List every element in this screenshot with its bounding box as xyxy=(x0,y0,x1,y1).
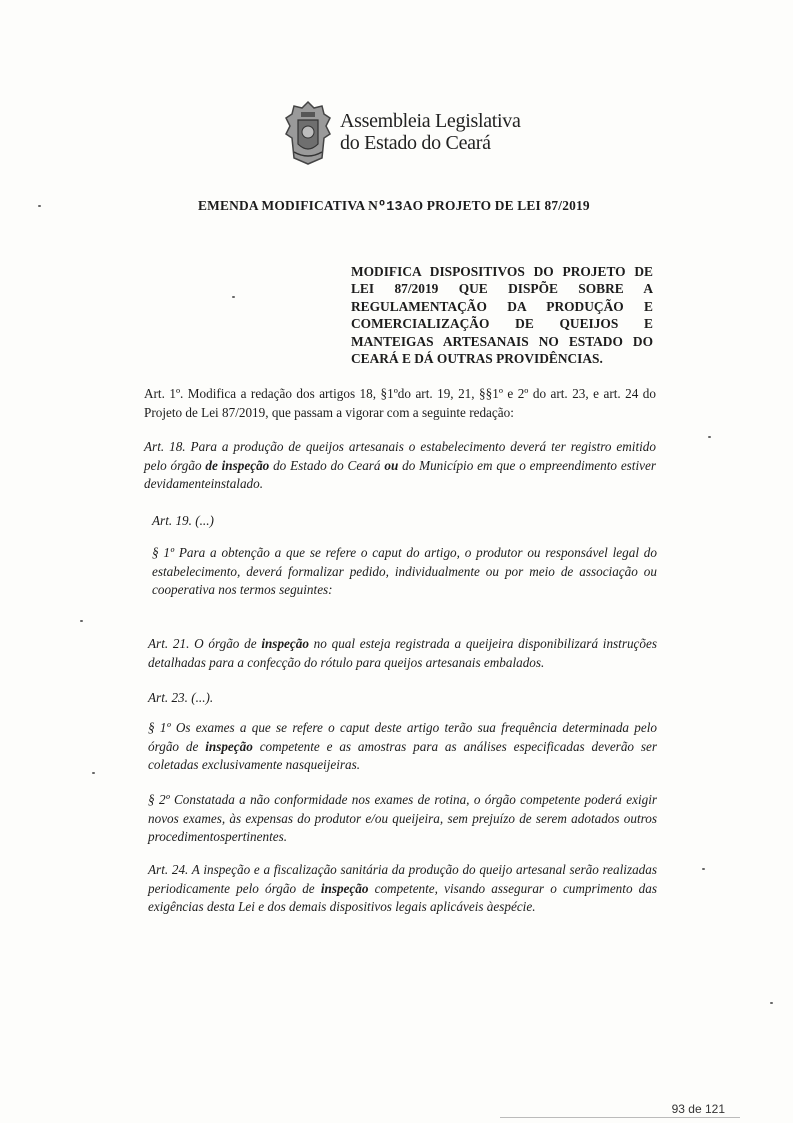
state-seal-icon xyxy=(284,100,332,166)
art23p1-text-c: competente e as amostras para as análises especificadas deverão ser coletadas exclusivamente nasqueijeiras. xyxy=(148,738,657,772)
amendment-number: º13 xyxy=(378,200,403,215)
scan-speck xyxy=(770,1002,773,1004)
art18-text-d: do Município em que o empreendimento estiver devidamenteinstalado. xyxy=(144,457,656,491)
art21-bold: inspeção xyxy=(261,636,309,651)
art21-text-a: Art. 21. O órgão de xyxy=(148,636,262,651)
art18-bold-1: de inspeção xyxy=(205,457,270,473)
art23p1-text-a: § 1º Os exames a que se refere o caput deste artigo terão sua frequência determinada pelo órgão de xyxy=(148,720,657,754)
article-23-paragraph-1 xyxy=(148,719,657,775)
art18-bold-2: ou xyxy=(384,457,399,473)
scan-speck xyxy=(702,868,705,870)
art18-text-c: do Estado do Ceará xyxy=(269,457,385,473)
footer-divider xyxy=(500,1117,740,1118)
scan-speck xyxy=(708,436,711,438)
article-21 xyxy=(148,635,657,672)
title-prefix: EMENDA MODIFICATIVA N xyxy=(198,198,379,213)
page-number: 93 de 121 xyxy=(671,1102,725,1116)
title-suffix: AO PROJETO DE LEI 87/2019 xyxy=(402,198,590,213)
article-23: Art. 23. (...). xyxy=(148,690,214,705)
scan-speck xyxy=(232,296,235,298)
scan-speck xyxy=(92,772,95,774)
art21-text-c: no qual esteja registrada a queijeira disponibilizará instruções detalhadas para a confecção do rótulo para queijos artesanais embalados. xyxy=(148,636,657,670)
document-title xyxy=(198,198,618,215)
art24-bold: inspeção xyxy=(320,880,369,896)
article-1: Art. 1º. Modifica a redação dos artigos 18, §1ºdo art. 19, 21, §§1º e 2º do art. 23, e art. 24 do Projeto de Lei 87/2019, que passam a vigorar com a seguinte redação: xyxy=(144,386,656,420)
article-19-paragraph-1: § 1º Para a obtenção a que se refere o caput do artigo, o produtor ou responsável legal do estabelecimento, deverá formalizar pedido, individualmente ou por meio de associação ou cooperativa nos termos seguintes: xyxy=(152,545,657,597)
scan-speck xyxy=(80,620,83,622)
article-23-paragraph-2: § 2º Constatada a não conformidade nos exames de rotina, o órgão competente poderá exigir novos exames, às expensas do produtor e/ou queijeira, sem prejuízo de serem adotados outros procedimentospertinentes. xyxy=(148,792,657,844)
art24-text-c: competente, visando assegurar o cumprimento das exigências desta Lei e dos demais dispositivos legais aplicáveis àespécie. xyxy=(148,880,658,914)
ementa: MODIFICA DISPOSITIVOS DO PROJETO DE LEI 87/2019 QUE DISPÕE SOBRE A REGULAMENTAÇÃO DA PRODUÇÃO E COMERCIALIZAÇÃO DE QUEIJOS E MANTEIGAS ARTESANAIS NO ESTADO DO CEARÁ E DÁ OUTRAS PROVIDÊNCIAS. xyxy=(351,264,653,367)
scan-speck xyxy=(38,205,41,207)
art18-text-a: Art. 18. Para a produção de queijos artesanais o estabelecimento deverá ter registro emitido pelo órgão xyxy=(144,439,656,473)
article-24 xyxy=(148,861,657,917)
letterhead xyxy=(284,100,521,166)
art23p1-bold: inspeção xyxy=(205,738,253,754)
org-name-line1: Assembleia Legislativa xyxy=(340,110,521,133)
article-18 xyxy=(144,438,656,494)
org-name-line2: do Estado do Ceará xyxy=(340,132,491,154)
article-19: Art. 19. (...) xyxy=(152,513,214,528)
art24-text-a: Art. 24. A inspeção e a fiscalização sanitária da produção do queijo artesanal serão realizadas periodicamente pelo órgão de xyxy=(148,862,657,896)
